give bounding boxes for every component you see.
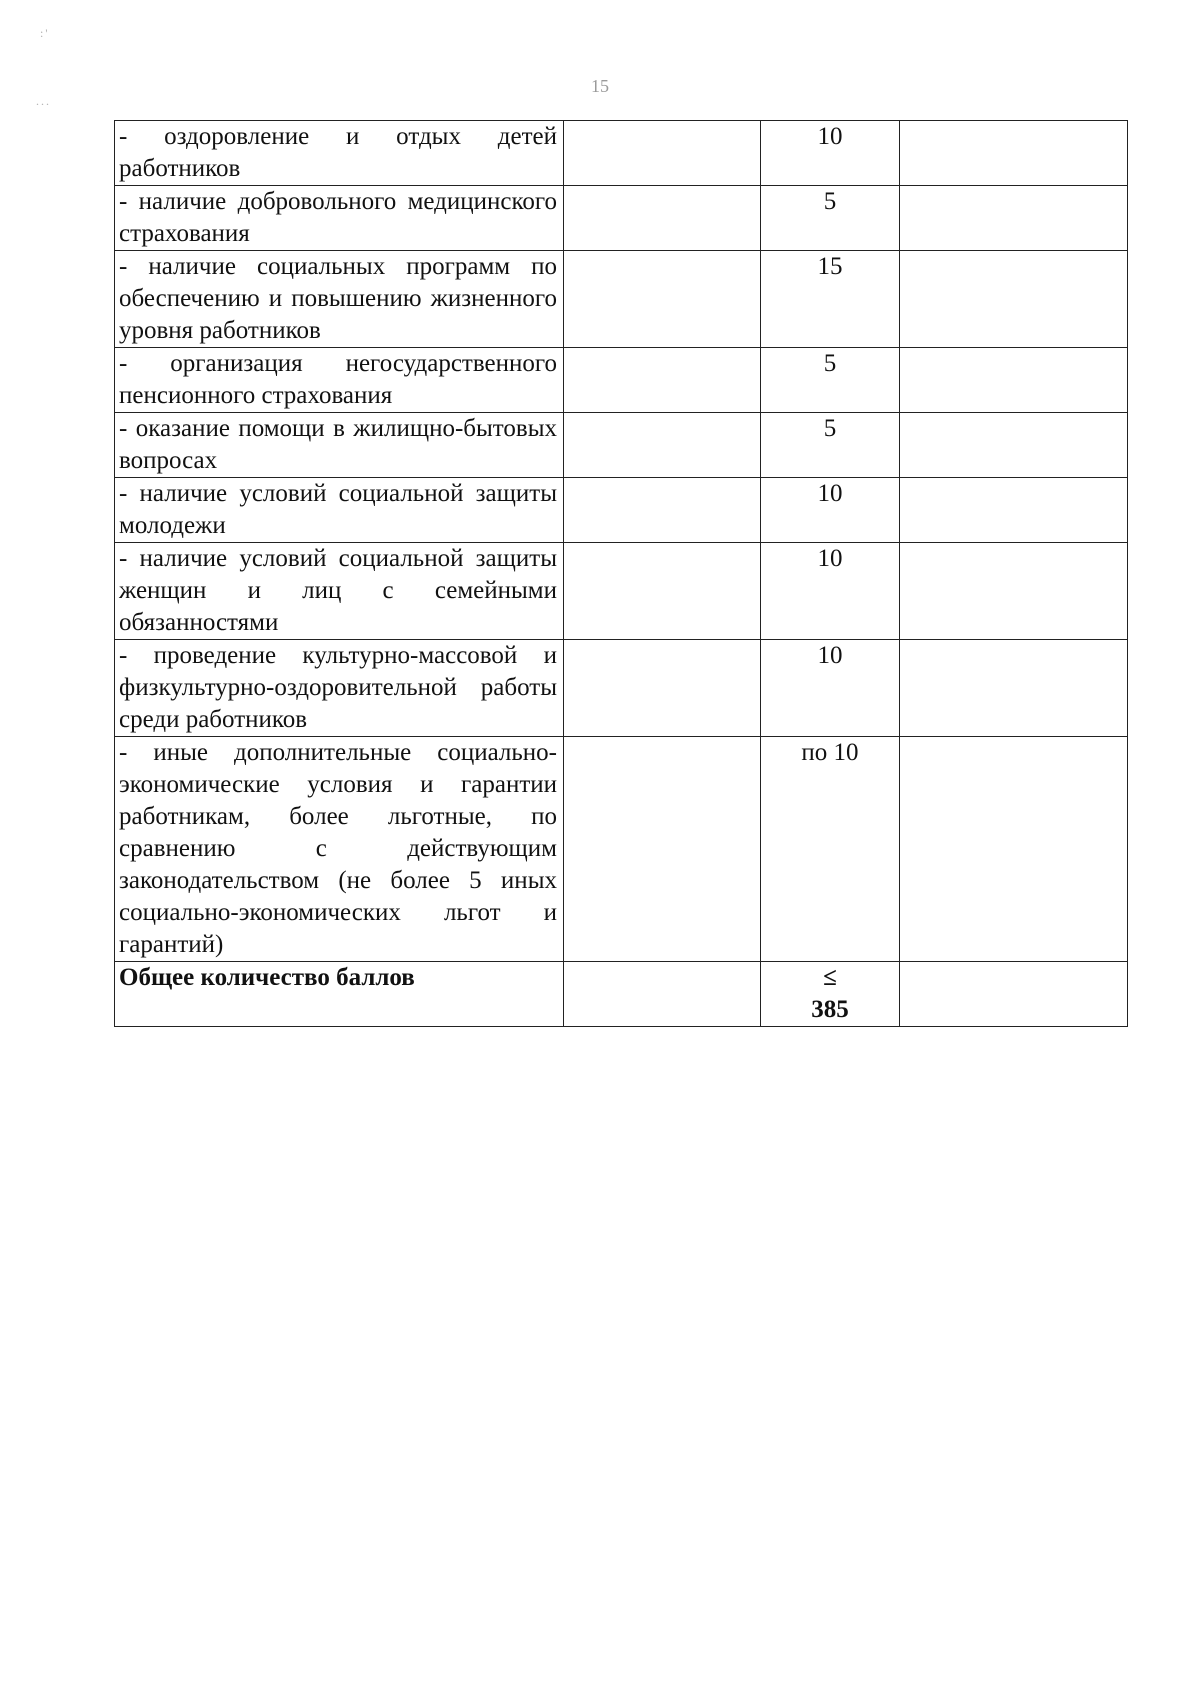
empty-cell — [900, 478, 1128, 543]
empty-cell — [900, 640, 1128, 737]
empty-cell — [564, 251, 761, 348]
empty-cell — [564, 121, 761, 186]
table-row — [115, 121, 1128, 186]
empty-cell — [564, 413, 761, 478]
empty-cell — [900, 543, 1128, 640]
score-cell: 10 — [761, 640, 900, 737]
criterion-cell: - наличие условий социальной защиты женщин и лиц с семейными обязанностями — [115, 543, 564, 640]
table-row — [115, 478, 1128, 543]
empty-cell — [900, 737, 1128, 962]
score-cell: 5 — [761, 348, 900, 413]
scan-mark: ... — [36, 94, 51, 108]
criterion-cell: - оказание помощи в жилищно-бытовых вопросах — [115, 413, 564, 478]
score-cell: 10 — [761, 543, 900, 640]
total-row — [115, 962, 1128, 1027]
table-row — [115, 413, 1128, 478]
empty-cell — [900, 186, 1128, 251]
empty-cell — [564, 543, 761, 640]
total-score-cell — [761, 962, 900, 1027]
score-cell: 5 — [761, 186, 900, 251]
total-label: Общее количество баллов — [115, 962, 564, 1027]
criterion-cell: - наличие добровольного медицинского страхования — [115, 186, 564, 251]
empty-cell — [564, 186, 761, 251]
table-row — [115, 186, 1128, 251]
score-cell: 15 — [761, 251, 900, 348]
empty-cell — [564, 348, 761, 413]
page-number: 15 — [591, 76, 609, 96]
criterion-cell: - проведение культурно-массовой и физкультурно-оздоровительной работы среди работников — [115, 640, 564, 737]
total-value: 385 — [811, 996, 849, 1023]
empty-cell — [564, 737, 761, 962]
criterion-cell: - наличие условий социальной защиты молодежи — [115, 478, 564, 543]
table-row — [115, 640, 1128, 737]
empty-cell — [564, 962, 761, 1027]
total-symbol: ≤ — [823, 964, 837, 991]
score-cell: 5 — [761, 413, 900, 478]
table-row — [115, 348, 1128, 413]
scan-mark: :' — [40, 26, 50, 40]
criterion-cell: - наличие социальных программ по обеспечению и повышению жизненного уровня работников — [115, 251, 564, 348]
criterion-cell: - оздоровление и отдых детей работников — [115, 121, 564, 186]
empty-cell — [900, 962, 1128, 1027]
criterion-cell: - организация негосударственного пенсионного страхования — [115, 348, 564, 413]
table-row — [115, 543, 1128, 640]
table-row — [115, 737, 1128, 962]
score-cell: 10 — [761, 121, 900, 186]
empty-cell — [900, 348, 1128, 413]
score-cell: 10 — [761, 478, 900, 543]
criterion-cell: - иные дополнительные социально-экономические условия и гарантии работникам, более льготные, по сравнению с действующим законодательством (не более 5 иных социально-экономических льгот и гарантий) — [115, 737, 564, 962]
empty-cell — [900, 413, 1128, 478]
criteria-score-table — [114, 120, 1128, 1027]
empty-cell — [564, 640, 761, 737]
empty-cell — [564, 478, 761, 543]
table-row — [115, 251, 1128, 348]
empty-cell — [900, 121, 1128, 186]
empty-cell — [900, 251, 1128, 348]
score-cell: по 10 — [761, 737, 900, 962]
